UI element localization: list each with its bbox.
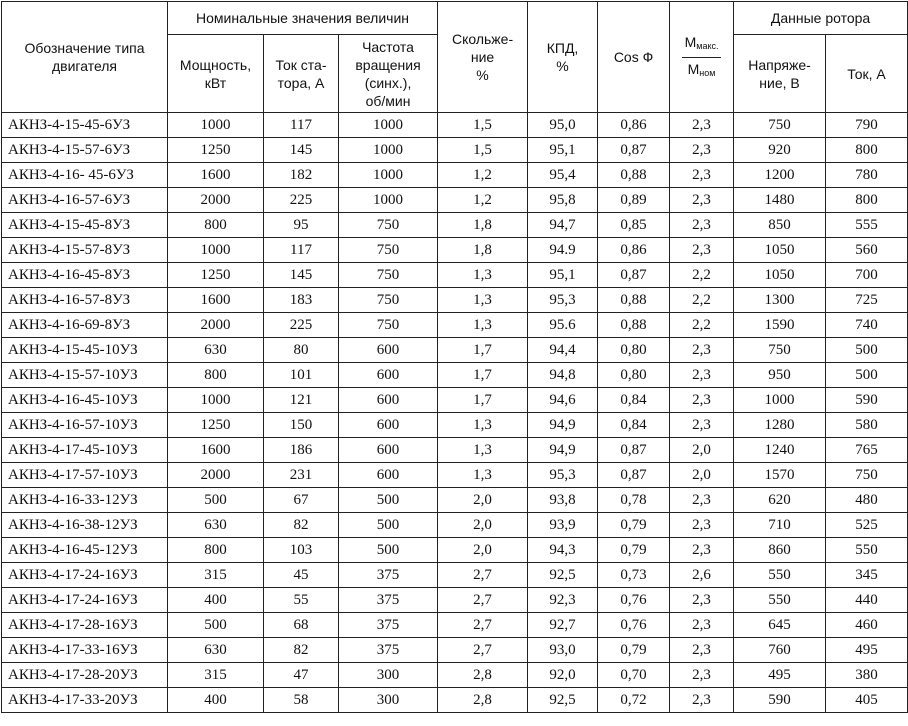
- cell-stator-current: 82: [264, 513, 339, 538]
- cell-efficiency: 95.6: [528, 313, 598, 338]
- cell-cos-phi: 0,80: [598, 338, 670, 363]
- cell-slip: 2,8: [438, 688, 528, 713]
- cell-torque-ratio: 2,3: [670, 513, 734, 538]
- header-nominal-group: Номинальные значения величин: [168, 2, 438, 35]
- cell-type: АКНЗ-4-16-45-12УЗ: [2, 538, 168, 563]
- cell-rotor-current: 725: [826, 288, 908, 313]
- header-cos: Cos Ф: [598, 2, 670, 113]
- cell-rotor-voltage: 950: [734, 363, 826, 388]
- cell-cos-phi: 0,86: [598, 113, 670, 138]
- cell-type: АКНЗ-4-17-33-20УЗ: [2, 688, 168, 713]
- cell-rotor-voltage: 1050: [734, 238, 826, 263]
- cell-cos-phi: 0,84: [598, 388, 670, 413]
- cell-stator-current: 186: [264, 438, 339, 463]
- cell-rotor-voltage: 1050: [734, 263, 826, 288]
- cell-torque-ratio: 2,0: [670, 463, 734, 488]
- cell-rotor-voltage: 1590: [734, 313, 826, 338]
- table-row: [2, 613, 908, 638]
- cell-torque-ratio: 2,3: [670, 613, 734, 638]
- cell-torque-ratio: 2,2: [670, 313, 734, 338]
- cell-stator-current: 58: [264, 688, 339, 713]
- cell-cos-phi: 0,89: [598, 188, 670, 213]
- cell-torque-ratio: 2,0: [670, 438, 734, 463]
- table-row: [2, 388, 908, 413]
- cell-rotor-current: 800: [826, 138, 908, 163]
- cell-stator-current: 45: [264, 563, 339, 588]
- cell-cos-phi: 0,87: [598, 138, 670, 163]
- cell-slip: 1,3: [438, 438, 528, 463]
- header-rotor-voltage: Напряже- ние, В: [734, 35, 826, 113]
- cell-rotor-current: 440: [826, 588, 908, 613]
- cell-cos-phi: 0,86: [598, 238, 670, 263]
- cell-slip: 1,3: [438, 263, 528, 288]
- table-row: [2, 313, 908, 338]
- cell-cos-phi: 0,88: [598, 313, 670, 338]
- cell-speed: 750: [339, 288, 438, 313]
- cell-efficiency: 92,3: [528, 588, 598, 613]
- motor-specs-table: [1, 1, 908, 713]
- cell-power: 1600: [168, 163, 264, 188]
- cell-stator-current: 103: [264, 538, 339, 563]
- cell-rotor-voltage: 1570: [734, 463, 826, 488]
- cell-power: 500: [168, 488, 264, 513]
- cell-efficiency: 95,8: [528, 188, 598, 213]
- header-torque-ratio: [670, 2, 734, 113]
- cell-type: АКНЗ-4-16-38-12УЗ: [2, 513, 168, 538]
- cell-rotor-voltage: 850: [734, 213, 826, 238]
- cell-efficiency: 93,8: [528, 488, 598, 513]
- table-row: [2, 463, 908, 488]
- cell-type: АКНЗ-4-17-45-10УЗ: [2, 438, 168, 463]
- cell-power: 1600: [168, 438, 264, 463]
- cell-efficiency: 94,9: [528, 413, 598, 438]
- cell-type: АКНЗ-4-15-57-10УЗ: [2, 363, 168, 388]
- table-row: [2, 188, 908, 213]
- cell-type: АКНЗ-4-17-57-10УЗ: [2, 463, 168, 488]
- cell-power: 400: [168, 688, 264, 713]
- cell-speed: 1000: [339, 138, 438, 163]
- cell-stator-current: 80: [264, 338, 339, 363]
- cell-slip: 2,7: [438, 613, 528, 638]
- cell-rotor-current: 480: [826, 488, 908, 513]
- cell-slip: 2,0: [438, 488, 528, 513]
- cell-torque-ratio: 2,3: [670, 113, 734, 138]
- cell-efficiency: 95,0: [528, 113, 598, 138]
- cell-cos-phi: 0,88: [598, 163, 670, 188]
- cell-rotor-current: 790: [826, 113, 908, 138]
- cell-type: АКНЗ-4-17-24-16УЗ: [2, 563, 168, 588]
- cell-efficiency: 92,0: [528, 663, 598, 688]
- cell-rotor-current: 500: [826, 363, 908, 388]
- cell-cos-phi: 0,87: [598, 263, 670, 288]
- cell-speed: 750: [339, 313, 438, 338]
- cell-efficiency: 92,5: [528, 688, 598, 713]
- cell-slip: 1,7: [438, 363, 528, 388]
- cell-power: 315: [168, 663, 264, 688]
- header-current: Ток ста- тора, А: [264, 35, 339, 113]
- cell-cos-phi: 0,76: [598, 588, 670, 613]
- cell-cos-phi: 0,70: [598, 663, 670, 688]
- cell-slip: 1,3: [438, 313, 528, 338]
- cell-cos-phi: 0,84: [598, 413, 670, 438]
- cell-type: АКНЗ-4-16-57-8УЗ: [2, 288, 168, 313]
- table-row: [2, 488, 908, 513]
- cell-efficiency: 95,4: [528, 163, 598, 188]
- cell-speed: 750: [339, 263, 438, 288]
- table-row: [2, 438, 908, 463]
- cell-slip: 2,7: [438, 588, 528, 613]
- header-rotor-group: Данные ротора: [734, 2, 908, 35]
- cell-rotor-voltage: 550: [734, 563, 826, 588]
- cell-torque-ratio: 2,3: [670, 188, 734, 213]
- cell-speed: 750: [339, 238, 438, 263]
- table-row: [2, 163, 908, 188]
- cell-stator-current: 183: [264, 288, 339, 313]
- cell-speed: 375: [339, 638, 438, 663]
- table-header: [2, 2, 908, 113]
- cell-speed: 375: [339, 588, 438, 613]
- cell-speed: 600: [339, 338, 438, 363]
- cell-stator-current: 231: [264, 463, 339, 488]
- cell-cos-phi: 0,80: [598, 363, 670, 388]
- cell-rotor-current: 800: [826, 188, 908, 213]
- cell-speed: 600: [339, 363, 438, 388]
- cell-power: 800: [168, 363, 264, 388]
- cell-stator-current: 67: [264, 488, 339, 513]
- table-row: [2, 338, 908, 363]
- cell-slip: 1,5: [438, 113, 528, 138]
- cell-stator-current: 150: [264, 413, 339, 438]
- cell-power: 500: [168, 613, 264, 638]
- cell-rotor-current: 525: [826, 513, 908, 538]
- cell-type: АКНЗ-4-17-24-16УЗ: [2, 588, 168, 613]
- table-body: [2, 113, 908, 713]
- table-row: [2, 413, 908, 438]
- cell-rotor-voltage: 1240: [734, 438, 826, 463]
- cell-rotor-voltage: 1480: [734, 188, 826, 213]
- cell-rotor-current: 380: [826, 663, 908, 688]
- cell-rotor-current: 460: [826, 613, 908, 638]
- cell-rotor-voltage: 620: [734, 488, 826, 513]
- cell-rotor-current: 750: [826, 463, 908, 488]
- cell-efficiency: 94,6: [528, 388, 598, 413]
- cell-type: АКНЗ-4-16-45-8УЗ: [2, 263, 168, 288]
- cell-torque-ratio: 2,3: [670, 138, 734, 163]
- cell-type: АКНЗ-4-15-45-10УЗ: [2, 338, 168, 363]
- cell-power: 315: [168, 563, 264, 588]
- table-row: [2, 563, 908, 588]
- cell-stator-current: 117: [264, 238, 339, 263]
- cell-torque-ratio: 2,3: [670, 688, 734, 713]
- header-type: Обозначение типа двигателя: [2, 2, 168, 113]
- cell-power: 1000: [168, 238, 264, 263]
- cell-rotor-voltage: 1300: [734, 288, 826, 313]
- cell-type: АКНЗ-4-15-57-6УЗ: [2, 138, 168, 163]
- cell-speed: 375: [339, 613, 438, 638]
- cell-rotor-voltage: 495: [734, 663, 826, 688]
- table-row: [2, 138, 908, 163]
- cell-rotor-voltage: 1280: [734, 413, 826, 438]
- cell-speed: 1000: [339, 113, 438, 138]
- cell-power: 630: [168, 338, 264, 363]
- cell-stator-current: 47: [264, 663, 339, 688]
- cell-rotor-voltage: 760: [734, 638, 826, 663]
- header-rotor-current: Ток, А: [826, 35, 908, 113]
- cell-slip: 2,0: [438, 513, 528, 538]
- cell-cos-phi: 0,76: [598, 613, 670, 638]
- cell-power: 630: [168, 638, 264, 663]
- cell-cos-phi: 0,85: [598, 213, 670, 238]
- cell-rotor-voltage: 710: [734, 513, 826, 538]
- cell-rotor-current: 765: [826, 438, 908, 463]
- cell-torque-ratio: 2,2: [670, 288, 734, 313]
- cell-efficiency: 95,1: [528, 138, 598, 163]
- cell-speed: 600: [339, 388, 438, 413]
- cell-slip: 1,2: [438, 163, 528, 188]
- table-row: [2, 638, 908, 663]
- cell-speed: 750: [339, 213, 438, 238]
- cell-efficiency: 94,8: [528, 363, 598, 388]
- cell-torque-ratio: 2,3: [670, 588, 734, 613]
- cell-stator-current: 121: [264, 388, 339, 413]
- cell-rotor-voltage: 860: [734, 538, 826, 563]
- cell-speed: 300: [339, 663, 438, 688]
- cell-torque-ratio: 2,2: [670, 263, 734, 288]
- cell-stator-current: 95: [264, 213, 339, 238]
- cell-efficiency: 93,9: [528, 513, 598, 538]
- cell-rotor-voltage: 1000: [734, 388, 826, 413]
- cell-rotor-current: 550: [826, 538, 908, 563]
- cell-power: 630: [168, 513, 264, 538]
- cell-torque-ratio: 2,3: [670, 213, 734, 238]
- cell-rotor-current: 500: [826, 338, 908, 363]
- cell-power: 1000: [168, 388, 264, 413]
- cell-slip: 1,8: [438, 238, 528, 263]
- torque-ratio-denominator: $М_{ном}$: [687, 60, 716, 78]
- cell-efficiency: 95,1: [528, 263, 598, 288]
- cell-type: АКНЗ-4-16-57-6УЗ: [2, 188, 168, 213]
- cell-efficiency: 92,7: [528, 613, 598, 638]
- cell-torque-ratio: 2,3: [670, 638, 734, 663]
- cell-speed: 300: [339, 688, 438, 713]
- cell-torque-ratio: 2,6: [670, 563, 734, 588]
- cell-stator-current: 145: [264, 263, 339, 288]
- header-efficiency: КПД, %: [528, 2, 598, 113]
- cell-speed: 600: [339, 463, 438, 488]
- cell-efficiency: 95,3: [528, 288, 598, 313]
- cell-type: АКНЗ-4-17-28-20УЗ: [2, 663, 168, 688]
- cell-stator-current: 145: [264, 138, 339, 163]
- cell-rotor-current: 590: [826, 388, 908, 413]
- cell-speed: 600: [339, 438, 438, 463]
- cell-cos-phi: 0,72: [598, 688, 670, 713]
- cell-slip: 2,7: [438, 638, 528, 663]
- cell-cos-phi: 0,87: [598, 438, 670, 463]
- cell-speed: 500: [339, 488, 438, 513]
- cell-rotor-voltage: 750: [734, 113, 826, 138]
- cell-speed: 500: [339, 513, 438, 538]
- cell-efficiency: 94,7: [528, 213, 598, 238]
- cell-slip: 1,5: [438, 138, 528, 163]
- cell-slip: 2,0: [438, 538, 528, 563]
- cell-stator-current: 225: [264, 188, 339, 213]
- cell-slip: 1,7: [438, 388, 528, 413]
- header-slip: Скольже- ние %: [438, 2, 528, 113]
- cell-torque-ratio: 2,3: [670, 163, 734, 188]
- cell-torque-ratio: 2,3: [670, 413, 734, 438]
- cell-speed: 375: [339, 563, 438, 588]
- cell-type: АКНЗ-4-16-45-10УЗ: [2, 388, 168, 413]
- cell-speed: 1000: [339, 188, 438, 213]
- cell-type: АКНЗ-4-15-57-8УЗ: [2, 238, 168, 263]
- cell-stator-current: 101: [264, 363, 339, 388]
- cell-efficiency: 94,4: [528, 338, 598, 363]
- cell-speed: 1000: [339, 163, 438, 188]
- table-row: [2, 688, 908, 713]
- cell-efficiency: 95,3: [528, 463, 598, 488]
- cell-power: 400: [168, 588, 264, 613]
- cell-power: 2000: [168, 188, 264, 213]
- cell-rotor-current: 580: [826, 413, 908, 438]
- table-row: [2, 288, 908, 313]
- cell-rotor-current: 345: [826, 563, 908, 588]
- cell-slip: 1,7: [438, 338, 528, 363]
- cell-rotor-voltage: 645: [734, 613, 826, 638]
- cell-cos-phi: 0,88: [598, 288, 670, 313]
- cell-slip: 2,8: [438, 663, 528, 688]
- cell-type: АКНЗ-4-16- 45-6УЗ: [2, 163, 168, 188]
- cell-rotor-current: 405: [826, 688, 908, 713]
- cell-rotor-voltage: 920: [734, 138, 826, 163]
- cell-rotor-voltage: 590: [734, 688, 826, 713]
- cell-efficiency: 93,0: [528, 638, 598, 663]
- cell-stator-current: 225: [264, 313, 339, 338]
- table-row: [2, 588, 908, 613]
- cell-cos-phi: 0,79: [598, 513, 670, 538]
- cell-power: 800: [168, 538, 264, 563]
- table-row: [2, 238, 908, 263]
- cell-rotor-current: 780: [826, 163, 908, 188]
- cell-type: АКНЗ-4-17-33-16УЗ: [2, 638, 168, 663]
- cell-stator-current: 182: [264, 163, 339, 188]
- table-row: [2, 113, 908, 138]
- cell-torque-ratio: 2,3: [670, 238, 734, 263]
- table-row: [2, 363, 908, 388]
- cell-rotor-voltage: 750: [734, 338, 826, 363]
- cell-type: АКНЗ-4-16-57-10УЗ: [2, 413, 168, 438]
- cell-torque-ratio: 2,3: [670, 663, 734, 688]
- cell-rotor-voltage: 1200: [734, 163, 826, 188]
- cell-slip: 1,2: [438, 188, 528, 213]
- cell-slip: 2,7: [438, 563, 528, 588]
- cell-rotor-current: 740: [826, 313, 908, 338]
- cell-cos-phi: 0,73: [598, 563, 670, 588]
- cell-speed: 600: [339, 413, 438, 438]
- header-power: Мощность, кВт: [168, 35, 264, 113]
- table-row: [2, 538, 908, 563]
- cell-slip: 1,3: [438, 413, 528, 438]
- cell-efficiency: 94.9: [528, 238, 598, 263]
- cell-stator-current: 82: [264, 638, 339, 663]
- cell-cos-phi: 0,78: [598, 488, 670, 513]
- cell-stator-current: 55: [264, 588, 339, 613]
- cell-type: АКНЗ-4-15-45-6УЗ: [2, 113, 168, 138]
- cell-slip: 1,3: [438, 463, 528, 488]
- cell-power: 1250: [168, 413, 264, 438]
- table-row: [2, 513, 908, 538]
- cell-power: 2000: [168, 313, 264, 338]
- cell-type: АКНЗ-4-15-45-8УЗ: [2, 213, 168, 238]
- cell-torque-ratio: 2,3: [670, 488, 734, 513]
- table-row: [2, 663, 908, 688]
- cell-power: 1250: [168, 263, 264, 288]
- header-speed: Частота вращения (синх.), об/мин: [339, 35, 438, 113]
- cell-cos-phi: 0,79: [598, 538, 670, 563]
- torque-ratio-numerator: $М_{макс.}$: [682, 34, 722, 58]
- cell-rotor-current: 700: [826, 263, 908, 288]
- cell-efficiency: 94,3: [528, 538, 598, 563]
- cell-power: 800: [168, 213, 264, 238]
- torque-ratio-fraction: [682, 34, 722, 81]
- cell-type: АКНЗ-4-16-33-12УЗ: [2, 488, 168, 513]
- cell-torque-ratio: 2,3: [670, 363, 734, 388]
- cell-power: 1600: [168, 288, 264, 313]
- cell-power: 2000: [168, 463, 264, 488]
- cell-type: АКНЗ-4-16-69-8УЗ: [2, 313, 168, 338]
- cell-torque-ratio: 2,3: [670, 338, 734, 363]
- cell-efficiency: 94,9: [528, 438, 598, 463]
- table-row: [2, 213, 908, 238]
- cell-torque-ratio: 2,3: [670, 538, 734, 563]
- cell-efficiency: 92,5: [528, 563, 598, 588]
- cell-rotor-voltage: 550: [734, 588, 826, 613]
- cell-speed: 500: [339, 538, 438, 563]
- cell-stator-current: 117: [264, 113, 339, 138]
- cell-slip: 1,8: [438, 213, 528, 238]
- cell-cos-phi: 0,87: [598, 463, 670, 488]
- cell-rotor-current: 560: [826, 238, 908, 263]
- cell-power: 1250: [168, 138, 264, 163]
- cell-rotor-current: 495: [826, 638, 908, 663]
- cell-stator-current: 68: [264, 613, 339, 638]
- cell-torque-ratio: 2,3: [670, 388, 734, 413]
- table-row: [2, 263, 908, 288]
- cell-rotor-current: 555: [826, 213, 908, 238]
- cell-slip: 1,3: [438, 288, 528, 313]
- cell-type: АКНЗ-4-17-28-16УЗ: [2, 613, 168, 638]
- cell-cos-phi: 0,79: [598, 638, 670, 663]
- cell-power: 1000: [168, 113, 264, 138]
